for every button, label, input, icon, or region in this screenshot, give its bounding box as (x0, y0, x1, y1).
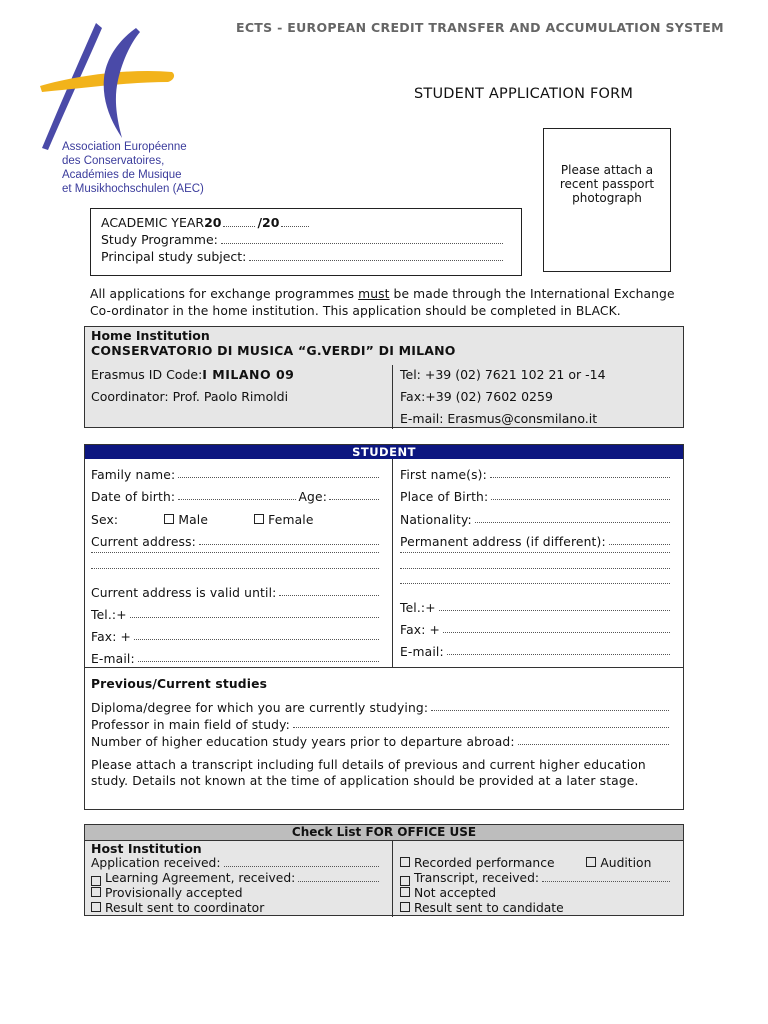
current-address-line[interactable] (91, 567, 381, 573)
principal-subject-label: Principal study subject: (101, 249, 247, 264)
dob-row[interactable] (91, 490, 381, 504)
dob-field[interactable] (178, 498, 296, 500)
checklist-section (84, 824, 684, 916)
perm-address-label: Permanent address (if different): (400, 535, 606, 549)
principal-subject-row[interactable] (101, 248, 505, 265)
study-programme-field[interactable] (221, 242, 503, 244)
years-field[interactable] (518, 743, 669, 745)
prov-accepted-checkbox[interactable] (91, 887, 101, 897)
family-name-row[interactable] (91, 468, 381, 482)
tel-field[interactable] (130, 616, 379, 618)
tel-row[interactable] (91, 608, 381, 622)
student-section (84, 444, 684, 810)
result-candidate-checkbox[interactable] (400, 902, 410, 912)
female-checkbox[interactable] (254, 514, 264, 524)
studies-note: Please attach a transcript including full details of previous and current higher education study. Details not known at the time of application should be provided at a later stage. (91, 758, 646, 788)
email-row[interactable] (91, 652, 381, 666)
fax2-label: Fax: + (400, 623, 441, 637)
host-institution-heading: Host Institution (91, 841, 202, 856)
fax-row[interactable] (91, 630, 381, 644)
recorded-label: Recorded performance (414, 856, 555, 870)
logo-line: Académies de Musique (62, 169, 182, 181)
address-field[interactable] (91, 551, 379, 553)
family-name-field[interactable] (178, 476, 379, 478)
principal-subject-field[interactable] (249, 259, 503, 261)
sex-row (91, 513, 314, 527)
transcript-label: Transcript, received: (414, 871, 540, 885)
home-name: CONSERVATORIO DI MUSICA “G.VERDI” DI MILANO (91, 343, 456, 358)
year-end-field[interactable] (281, 225, 309, 227)
learning-agreement-field[interactable] (298, 880, 379, 882)
result-coordinator-row (91, 901, 264, 916)
email-label: E-mail: (91, 652, 135, 666)
logo-line: et Musikhochschulen (AEC) (62, 183, 204, 195)
result-candidate-label: Result sent to candidate (414, 901, 564, 915)
recorded-checkbox[interactable] (400, 857, 410, 867)
checklist-bar: Check List FOR OFFICE USE (85, 825, 683, 841)
age-label: Age: (298, 490, 327, 504)
email2-row[interactable] (400, 645, 672, 659)
transcript-checkbox[interactable] (400, 876, 410, 886)
nationality-row[interactable] (400, 513, 672, 527)
logo-text (62, 140, 204, 196)
dob-label: Date of birth: (91, 490, 176, 504)
system-header: ECTS - EUROPEAN CREDIT TRANSFER AND ACCUMULATION SYSTEM (236, 20, 724, 35)
audition-checkbox[interactable] (586, 857, 596, 867)
intro-part2: be made through the International Exchange Co-ordinator in the home institution. This application should be completed in BLACK. (90, 287, 675, 318)
aec-logo-icon (34, 20, 184, 150)
male-checkbox[interactable] (164, 514, 174, 524)
fax2-row[interactable] (400, 623, 672, 637)
learning-agreement-row[interactable] (91, 871, 381, 886)
current-address-field[interactable] (199, 543, 379, 545)
diploma-label: Diploma/degree for which you are currently studying: (91, 701, 429, 715)
erasmus-label: Erasmus ID Code: (91, 367, 203, 382)
app-received-row[interactable] (91, 856, 381, 871)
tel-label: Tel.:+ (91, 608, 127, 622)
tel2-field[interactable] (439, 609, 670, 611)
age-field[interactable] (329, 498, 379, 500)
pob-label: Place of Birth: (400, 490, 489, 504)
divider (392, 459, 393, 667)
intro-part1: All applications for exchange programmes (90, 287, 359, 301)
perm-address-line[interactable] (400, 567, 672, 573)
email2-field[interactable] (447, 653, 670, 655)
divider (392, 365, 393, 429)
family-name-label: Family name: (91, 468, 176, 482)
fax2-field[interactable] (443, 631, 670, 633)
years-row[interactable] (91, 735, 671, 749)
home-heading: Home Institution (91, 328, 210, 343)
home-fax: Fax:+39 (02) 7602 0259 (400, 389, 553, 404)
photo-box[interactable] (543, 128, 671, 272)
academic-year-row[interactable] (101, 214, 511, 231)
erasmus-id (91, 367, 294, 382)
intro-must: must (358, 287, 390, 301)
diploma-field[interactable] (431, 709, 669, 711)
not-accepted-label: Not accepted (414, 886, 497, 900)
address-field[interactable] (400, 551, 670, 553)
student-bar: STUDENT (85, 445, 683, 459)
years-label: Number of higher education study years prior to departure abroad: (91, 735, 515, 749)
photo-instructions: Please attach a recent passport photograph (559, 163, 655, 205)
email2-label: E-mail: (400, 645, 444, 659)
transcript-row[interactable] (400, 871, 672, 886)
home-email: E-mail: Erasmus@consmilano.it (400, 411, 598, 426)
tel2-label: Tel.:+ (400, 601, 436, 615)
current-address-line[interactable] (91, 551, 381, 557)
fax-field[interactable] (134, 638, 379, 640)
year-start-field[interactable] (223, 225, 255, 227)
erasmus-value: I MILANO 09 (202, 367, 295, 382)
coordinator: Coordinator: Prof. Paolo Rimoldi (91, 389, 289, 404)
result-candidate-row (400, 901, 564, 916)
sex-label: Sex: (91, 513, 119, 527)
male-label: Male (178, 513, 209, 527)
prov-accepted-row (91, 886, 243, 901)
valid-until-field[interactable] (279, 594, 379, 596)
year-separator: /20 (257, 215, 280, 230)
pob-row[interactable] (400, 490, 672, 504)
first-name-row[interactable] (400, 468, 672, 482)
fax-label: Fax: + (91, 630, 132, 644)
current-address-row[interactable] (91, 535, 381, 549)
study-programme-label: Study Programme: (101, 232, 218, 247)
recorded-row (400, 856, 651, 871)
perm-address-line[interactable] (400, 582, 672, 588)
perm-address-field[interactable] (609, 543, 670, 545)
professor-row[interactable] (91, 718, 671, 732)
academic-year-box (90, 208, 522, 276)
year-prefix: 20 (204, 215, 222, 230)
nationality-field[interactable] (475, 521, 670, 523)
home-tel: Tel: +39 (02) 7621 102 21 or -14 (400, 367, 606, 382)
app-received-field[interactable] (224, 865, 379, 867)
divider (392, 840, 393, 917)
first-name-label: First name(s): (400, 468, 487, 482)
valid-until-row[interactable] (91, 586, 381, 600)
form-title: STUDENT APPLICATION FORM (414, 86, 634, 102)
current-address-label: Current address: (91, 535, 196, 549)
first-name-field[interactable] (490, 476, 670, 478)
email-field[interactable] (138, 660, 379, 662)
address-field[interactable] (91, 567, 379, 569)
valid-until-label: Current address is valid until: (91, 586, 277, 600)
intro-text (90, 286, 678, 320)
prov-accepted-label: Provisionally accepted (105, 886, 243, 900)
learning-agreement-label: Learning Agreement, received: (105, 871, 296, 885)
address-field[interactable] (400, 567, 670, 569)
divider (85, 667, 683, 668)
perm-address-row[interactable] (400, 535, 672, 549)
professor-field[interactable] (293, 726, 669, 728)
learning-agreement-checkbox[interactable] (91, 876, 101, 886)
result-coordinator-label: Result sent to coordinator (105, 901, 265, 915)
perm-address-line[interactable] (400, 551, 672, 557)
transcript-field[interactable] (542, 880, 670, 882)
logo-line: Association Européenne (62, 141, 187, 153)
address-field[interactable] (400, 582, 670, 584)
nationality-label: Nationality: (400, 513, 472, 527)
diploma-row[interactable] (91, 701, 671, 715)
logo-line: des Conservatoires, (62, 155, 165, 167)
app-received-label: Application received: (91, 856, 221, 870)
tel2-row[interactable] (400, 601, 672, 615)
result-coordinator-checkbox[interactable] (91, 902, 101, 912)
study-programme-row[interactable] (101, 231, 505, 248)
pob-field[interactable] (491, 498, 670, 500)
academic-year-label: ACADEMIC YEAR (101, 215, 205, 230)
female-label: Female (268, 513, 314, 527)
not-accepted-row (400, 886, 496, 901)
professor-label: Professor in main field of study: (91, 718, 290, 732)
audition-label: Audition (600, 856, 652, 870)
not-accepted-checkbox[interactable] (400, 887, 410, 897)
studies-heading: Previous/Current studies (91, 677, 268, 691)
home-institution-section (84, 326, 684, 428)
